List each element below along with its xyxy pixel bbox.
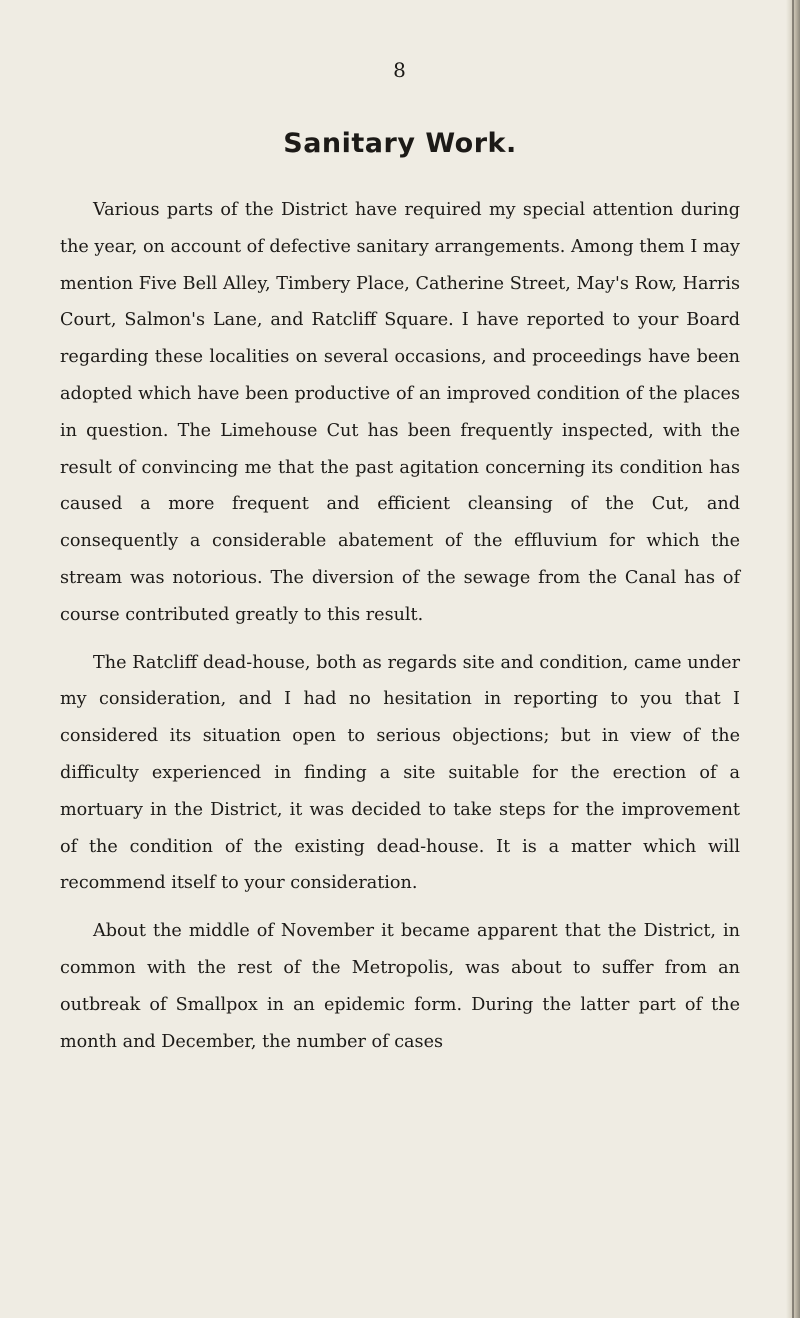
page-number: 8 bbox=[393, 58, 407, 82]
section-heading: Sanitary Work. bbox=[283, 128, 517, 159]
paragraph: About the middle of November it became apparent that the District, in common with the rest of the Metropolis, was about to suffer from an outbreak of Smallpox in an epidemic form. During the latter part of the month and December, the number of cases bbox=[60, 921, 740, 1052]
paragraph: The Ratcliff dead-house, both as regards site and condition, came under my consideration, and I had no hesitation in reporting to you that I considered its situation open to serious objections; but in view of the difficulty experienced in finding a site suitable for the erection of a mortuary in the District, it was decided to take steps for the improvement of the condition of the existing dead-house. It is a matter which will recommend itself to your consideration. bbox=[60, 652, 740, 894]
binding-line bbox=[792, 0, 794, 1318]
paragraph: Various parts of the District have required my special attention during the year, on account of defective sanitary arrangements. Among them I may mention Five Bell Alley, Timbery Place, Catherine Street, May's Row, Harris Court, Salmon's Lane, and Ratcliff Square. I have reported to your Board regarding these localities on several occasions, and proceedings have been adopted which have been productive of an improved condition of the places in question. The Limehouse Cut has been frequently inspected, with the result of convincing me that the past agitation concerning its condition has caused a more frequent and efficient cleansing of the Cut, and consequently a considerable abatement of the effluvium for which the stream was notorious. The diversion of the sewage from the Canal has of course contributed greatly to this result. bbox=[60, 200, 740, 625]
body-text bbox=[60, 192, 740, 1060]
